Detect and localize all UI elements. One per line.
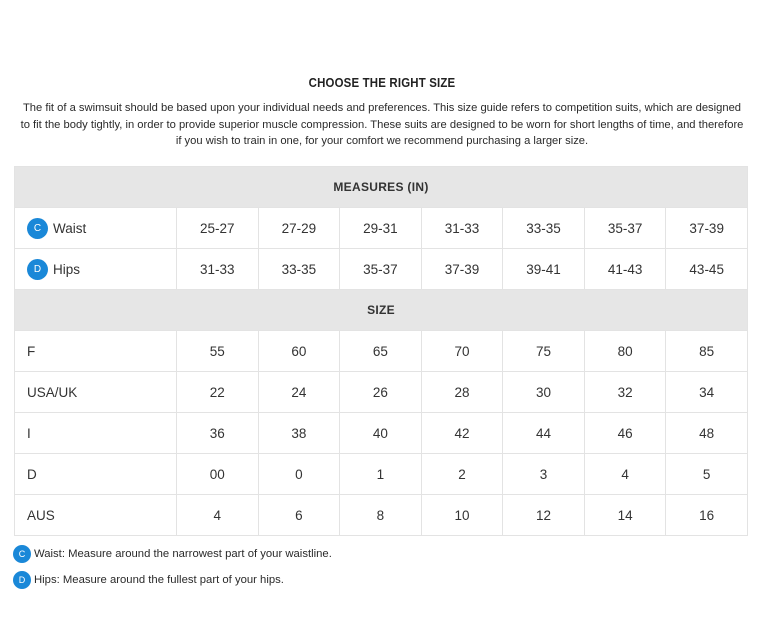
table-cell: 28 (421, 372, 503, 413)
page-title: CHOOSE THE RIGHT SIZE (308, 75, 456, 90)
table-cell: 55 (177, 331, 259, 372)
table-cell: 38 (258, 413, 340, 454)
table-cell: 8 (340, 495, 422, 536)
table-cell: 31-33 (177, 249, 259, 290)
table-cell: 36 (177, 413, 259, 454)
size-label: F (15, 331, 177, 372)
table-cell: 37-39 (421, 249, 503, 290)
table-cell: 42 (421, 413, 503, 454)
table-cell: 39-41 (503, 249, 585, 290)
table-cell: 40 (340, 413, 422, 454)
table-cell: 25-27 (177, 208, 259, 249)
intro-paragraph: The fit of a swimsuit should be based upon your individual needs and preferences. This size guide refers to competition suits, which are designed to fit the body tightly, in order to provide superior muscle compression. These suits are designed to be worn for short lengths of time, and therefore if you wish to train in one, for your comfort we recommend purchasing a larger size. (20, 102, 744, 147)
table-cell: 10 (421, 495, 503, 536)
table-cell: 35-37 (340, 249, 422, 290)
measure-label-cell (15, 249, 177, 290)
table-cell: 46 (584, 413, 666, 454)
table-cell: 80 (584, 331, 666, 372)
hips-note-badge-icon: D (13, 571, 31, 589)
waist-badge-icon: C (27, 218, 48, 239)
table-cell: 22 (177, 372, 259, 413)
table-cell: 31-33 (421, 208, 503, 249)
measures-header-row (15, 167, 748, 208)
hips-note (13, 571, 284, 589)
waist-note (13, 545, 332, 563)
table-cell: 0 (258, 454, 340, 495)
waist-note-text: Waist: Measure around the narrowest part of your waistline. (34, 548, 332, 560)
table-cell: 85 (666, 331, 748, 372)
size-row-f (15, 331, 748, 372)
measure-row-hips (15, 249, 748, 290)
waist-note-badge-icon: C (13, 545, 31, 563)
table-cell: 75 (503, 331, 585, 372)
measures-header: MEASURES (IN) (15, 167, 748, 208)
hips-note-text: Hips: Measure around the fullest part of your hips. (34, 574, 284, 586)
table-cell: 4 (177, 495, 259, 536)
size-label: AUS (15, 495, 177, 536)
table-cell: 00 (177, 454, 259, 495)
size-row-usa-uk (15, 372, 748, 413)
size-row-d (15, 454, 748, 495)
table-cell: 16 (666, 495, 748, 536)
table-cell: 48 (666, 413, 748, 454)
table-cell: 26 (340, 372, 422, 413)
size-row-i (15, 413, 748, 454)
measure-row-waist (15, 208, 748, 249)
size-header: SIZE (15, 290, 748, 331)
table-cell: 30 (503, 372, 585, 413)
table-cell: 37-39 (666, 208, 748, 249)
measure-label: Waist (53, 220, 87, 236)
table-cell: 4 (584, 454, 666, 495)
size-label: I (15, 413, 177, 454)
table-cell: 27-29 (258, 208, 340, 249)
table-cell: 60 (258, 331, 340, 372)
measure-label: Hips (53, 261, 81, 277)
size-label: USA/UK (15, 372, 177, 413)
table-cell: 14 (584, 495, 666, 536)
table-cell: 43-45 (666, 249, 748, 290)
size-header-row (15, 290, 748, 331)
size-table (14, 166, 748, 536)
table-cell: 1 (340, 454, 422, 495)
table-cell: 70 (421, 331, 503, 372)
size-row-aus (15, 495, 748, 536)
table-cell: 12 (503, 495, 585, 536)
table-cell: 34 (666, 372, 748, 413)
table-cell: 32 (584, 372, 666, 413)
table-cell: 44 (503, 413, 585, 454)
measure-label-cell (15, 208, 177, 249)
table-cell: 33-35 (503, 208, 585, 249)
table-cell: 41-43 (584, 249, 666, 290)
table-cell: 24 (258, 372, 340, 413)
table-cell: 65 (340, 331, 422, 372)
table-cell: 2 (421, 454, 503, 495)
table-cell: 3 (503, 454, 585, 495)
table-cell: 5 (666, 454, 748, 495)
size-label: D (15, 454, 177, 495)
table-cell: 6 (258, 495, 340, 536)
hips-badge-icon: D (27, 259, 48, 280)
table-cell: 35-37 (584, 208, 666, 249)
table-cell: 29-31 (340, 208, 422, 249)
table-cell: 33-35 (258, 249, 340, 290)
